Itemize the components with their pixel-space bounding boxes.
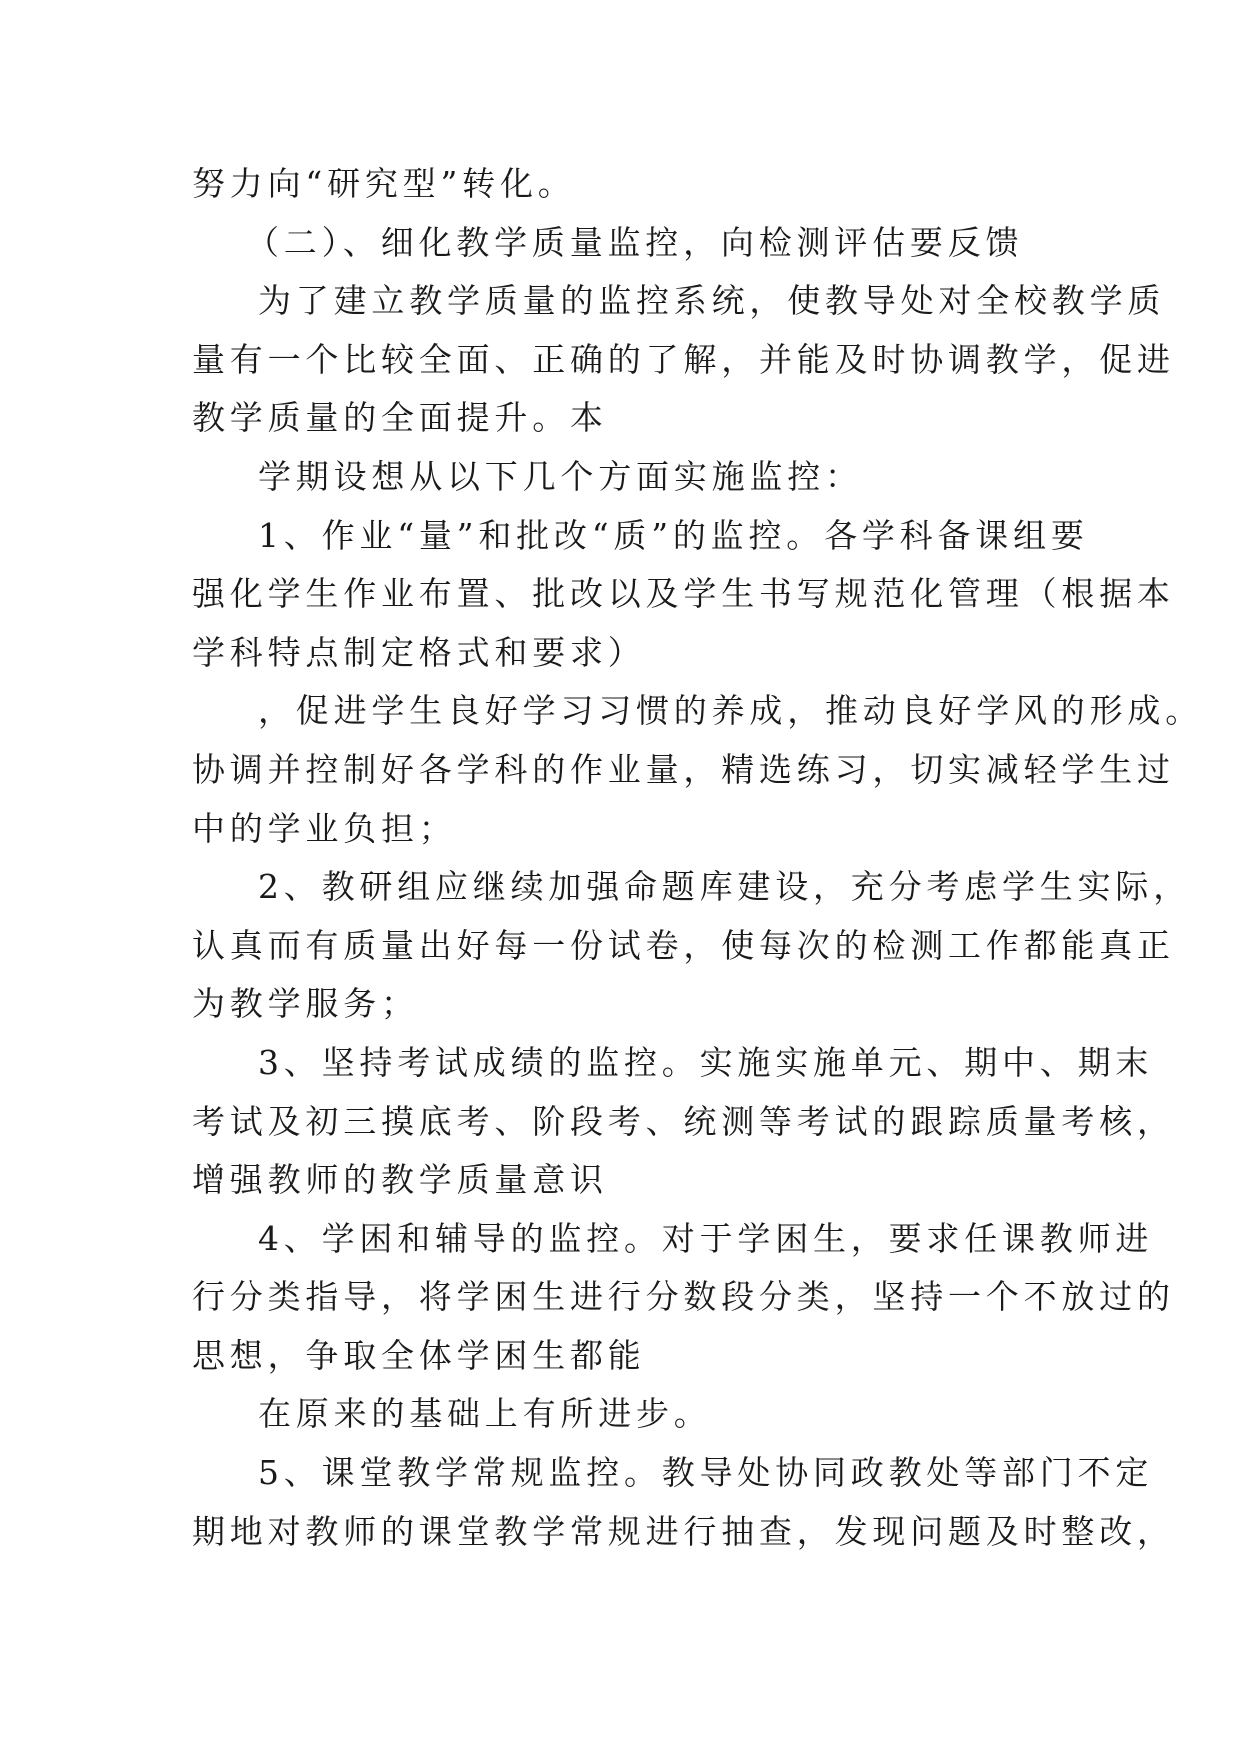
text-line: 在原来的基础上有所进步。 xyxy=(258,1394,712,1434)
text-line: 协调并控制好各学科的作业量，精选练习，切实减轻学生过 xyxy=(192,749,1175,789)
text-line: 期地对教师的课堂教学常规进行抽查，发现问题及时整改， xyxy=(192,1511,1175,1551)
text-line: 努力向“研究型”转化。 xyxy=(192,164,576,203)
text-line: 2、教研组应继续加强命题库建设，充分考虑学生实际， xyxy=(258,867,1191,907)
text-line: 教学质量的全面提升。本 xyxy=(192,398,608,438)
text-line: 3、坚持考试成绩的监控。实施实施单元、期中、期末 xyxy=(258,1042,1154,1082)
text-line: 学期设想从以下几个方面实施监控： xyxy=(258,456,863,496)
text-line: 思想，争取全体学困生都能 xyxy=(192,1335,646,1375)
text-line: 1、作业“量”和批改“质”的监控。各学科备课组要 xyxy=(258,515,1089,555)
text-line: 量有一个比较全面、正确的了解，并能及时协调教学，促进 xyxy=(192,339,1175,379)
text-line: 为教学服务； xyxy=(192,984,419,1024)
text-line: 考试及初三摸底考、阶段考、统测等考试的跟踪质量考核， xyxy=(192,1101,1175,1141)
text-line: 强化学生作业布置、批改以及学生书写规范化管理（根据本 xyxy=(192,574,1175,614)
text-line: 认真而有质量出好每一份试卷，使每次的检测工作都能真正 xyxy=(192,925,1175,965)
text-line: 中的学业负担； xyxy=(192,808,457,848)
text-line: ，促进学生良好学习习惯的养成，推动良好学风的形成。 xyxy=(258,691,1203,731)
text-line: 4、学困和辅导的监控。对于学困生，要求任课教师进 xyxy=(258,1218,1154,1258)
text-line: 5、课堂教学常规监控。教导处协同政教处等部门不定 xyxy=(258,1453,1154,1493)
text-line: 行分类指导，将学困生进行分数段分类，坚持一个不放过的 xyxy=(192,1277,1175,1317)
document-body xyxy=(192,155,1203,1561)
text-line: （二）、细化教学质量监控，向检测评估要反馈 xyxy=(246,222,1024,262)
text-line: 增强教师的教学质量意识 xyxy=(192,1160,608,1200)
text-line: 学科特点制定格式和要求） xyxy=(192,632,646,672)
text-line: 为了建立教学质量的监控系统，使教导处对全校教学质 xyxy=(258,281,1166,321)
